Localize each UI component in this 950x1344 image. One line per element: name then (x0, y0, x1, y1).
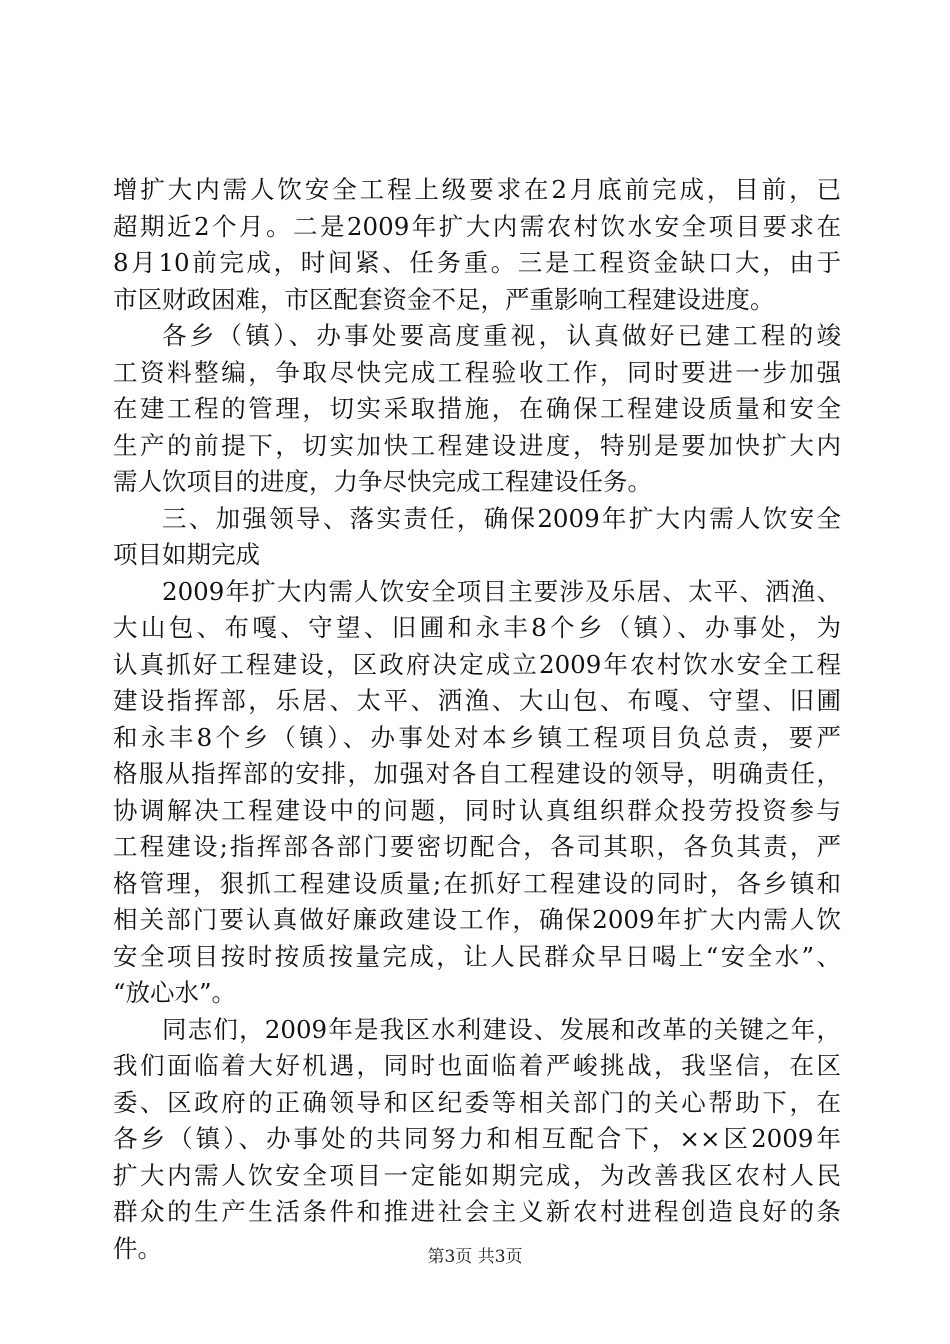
text-line: 工资料整编，争取尽快完成工程验收工作，同时要进一步加强 (113, 357, 841, 387)
heading-line: 三、加强领导、落实责任，确保2009年扩大内需人饮安全 (162, 503, 841, 533)
text-line: 件。 (113, 1233, 162, 1263)
text-line: 格服从指挥部的安排，加强对各自工程建设的领导，明确责任， (113, 759, 841, 788)
paragraph-continuation (113, 172, 841, 318)
paragraph-requirements (113, 318, 841, 501)
text-line: 生产的前提下，切实加快工程建设进度，特别是要加快扩大内 (113, 430, 841, 460)
text-line: 认真抓好工程建设，区政府决定成立2009年农村饮水安全工程 (113, 649, 841, 679)
text-line: 建设指挥部，乐居、太平、洒渔、大山包、布嘎、守望、旧圃 (113, 686, 841, 715)
document-body (113, 172, 841, 1267)
text-line: 2009年扩大内需人饮安全项目主要涉及乐居、太平、洒渔、 (162, 576, 841, 606)
text-line: 工程建设;指挥部各部门要密切配合，各司其职，各负其责，严 (113, 832, 841, 861)
text-line: 市区财政困难，市区配套资金不足，严重影响工程建设进度。 (113, 284, 775, 314)
text-line: 相关部门要认真做好廉政建设工作，确保2009年扩大内需人饮 (113, 905, 841, 934)
text-line: 8月10前完成，时间紧、任务重。三是工程资金缺口大，由于 (113, 248, 841, 277)
text-line: 需人饮项目的进度，力争尽快完成工程建设任务。 (113, 467, 652, 496)
page-footer: 第3页 共3页 (427, 1247, 523, 1267)
text-line: 我们面临着大好机遇，同时也面临着严峻挑战，我坚信，在区 (113, 1051, 841, 1080)
text-line: 同志们，2009年是我区水利建设、发展和改革的关键之年， (162, 1014, 841, 1044)
text-line: 安全项目按时按质按量完成，让人民群众早日喝上“安全水”、 (113, 941, 841, 971)
text-line: 群众的生产生活条件和推进社会主义新农村进程创造良好的条 (113, 1197, 841, 1226)
section-heading (113, 501, 841, 574)
heading-line: 项目如期完成 (113, 540, 260, 569)
text-line: 各乡（镇）、办事处要高度重视，认真做好已建工程的竣 (162, 321, 841, 350)
text-line: “放心水”。 (113, 978, 237, 1007)
text-line: 大山包、布嘎、守望、旧圃和永丰8个乡（镇）、办事处，为 (113, 613, 841, 642)
text-line: 扩大内需人饮安全项目一定能如期完成，为改善我区农村人民 (113, 1160, 841, 1190)
text-line: 各乡（镇）、办事处的共同努力和相互配合下，××区2009年 (113, 1124, 841, 1153)
text-line: 协调解决工程建设中的问题，同时认真组织群众投劳投资参与 (113, 795, 841, 825)
text-line: 超期近2个月。二是2009年扩大内需农村饮水安全项目要求在 (113, 211, 841, 241)
text-line: 增扩大内需人饮安全工程上级要求在2月底前完成，目前，已 (113, 175, 841, 204)
text-line: 格管理，狠抓工程建设质量;在抓好工程建设的同时，各乡镇和 (113, 868, 841, 898)
text-line: 在建工程的管理，切实采取措施，在确保工程建设质量和安全 (113, 394, 841, 423)
text-line: 和永丰8个乡（镇）、办事处对本乡镇工程项目负总责，要严 (113, 722, 841, 752)
paragraph-closing (113, 1012, 841, 1268)
paragraph-project-scope (113, 574, 841, 1012)
text-line: 委、区政府的正确领导和区纪委等相关部门的关心帮助下，在 (113, 1087, 841, 1117)
